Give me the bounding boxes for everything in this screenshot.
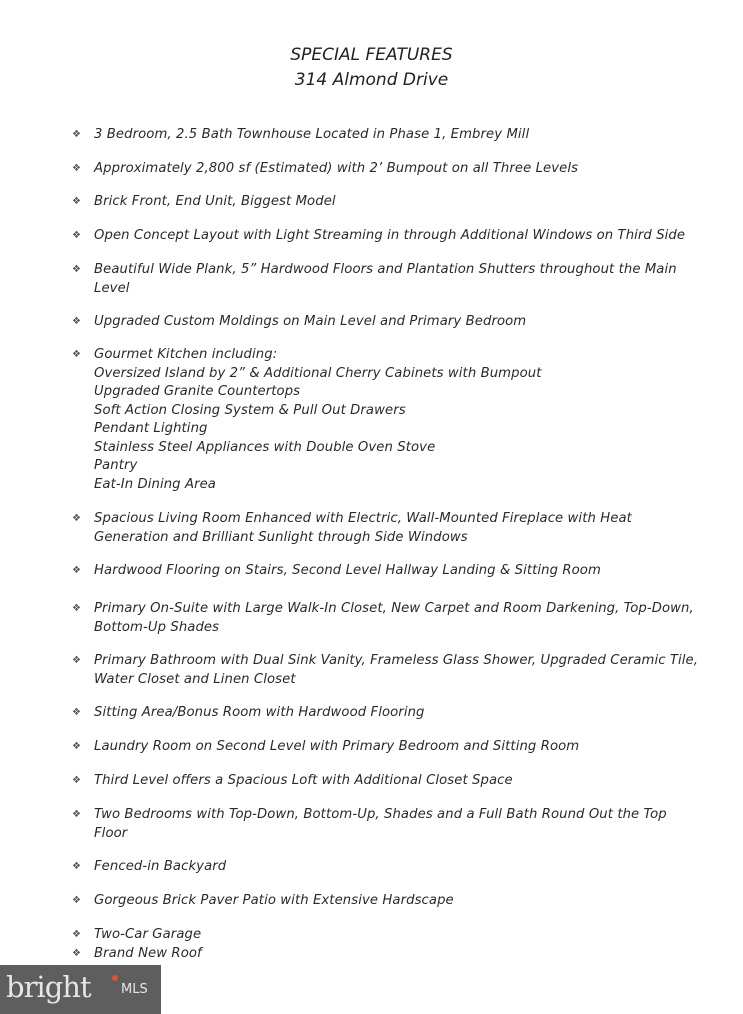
feature-text: Pantry (94, 458, 138, 473)
feature-text: Pendant Lighting (94, 421, 208, 436)
logo-suffix: MLS (121, 982, 148, 997)
feature-text: Third Level offers a Spacious Loft with Additional Closet Space (94, 773, 513, 788)
bullet-icon: ❖ (72, 775, 81, 786)
bullet-icon: ❖ (72, 929, 81, 940)
feature-text: Laundry Room on Second Level with Primary Bedroom and Sitting Room (94, 739, 580, 754)
bullet-icon: ❖ (72, 741, 81, 752)
feature-text: Beautiful Wide Plank, 5” Hardwood Floors and Plantation Shutters throughout the Main (94, 262, 677, 277)
bullet-icon: ❖ (72, 565, 81, 576)
feature-text: Stainless Steel Appliances with Double Oven Stove (94, 439, 436, 455)
bullet-icon: ❖ (72, 895, 81, 906)
feature-text: Gorgeous Brick Paver Patio with Extensive Hardscape (94, 893, 454, 908)
feature-text: Sitting Area/Bonus Room with Hardwood Flooring (94, 705, 425, 720)
page-subtitle: 314 Almond Drive (294, 70, 449, 90)
feature-text: Open Concept Layout with Light Streaming in through Additional Windows on Third Side (94, 228, 686, 243)
feature-text: Eat-In Dining Area (94, 476, 216, 492)
feature-text: Bottom-Up Shades (94, 619, 220, 635)
feature-text: Brick Front, End Unit, Biggest Model (94, 194, 336, 209)
feature-text: Level (94, 280, 130, 296)
feature-text: Primary On-Suite with Large Walk-In Closet, New Carpet and Room Darkening, Top-Down, (94, 601, 694, 616)
feature-text: Primary Bathroom with Dual Sink Vanity, Frameless Glass Shower, Upgraded Ceramic Tile, (94, 653, 699, 668)
bullet-icon: ❖ (72, 603, 81, 614)
bullet-icon: ❖ (72, 861, 81, 872)
feature-text: Hardwood Flooring on Stairs, Second Level Hallway Landing & Sitting Room (94, 563, 601, 578)
logo-accent-icon (112, 975, 118, 981)
bullet-icon: ❖ (72, 196, 81, 207)
logo-wordmark: bright (6, 970, 91, 1004)
bullet-icon: ❖ (72, 655, 81, 666)
page-title: SPECIAL FEATURES (290, 45, 453, 65)
bullet-icon: ❖ (72, 809, 81, 820)
bullet-icon: ❖ (72, 707, 81, 718)
feature-text: Two Bedrooms with Top-Down, Bottom-Up, Shades and a Full Bath Round Out the Top (94, 807, 667, 822)
feature-text: Two-Car Garage (94, 927, 202, 942)
feature-text: Upgraded Custom Moldings on Main Level and Primary Bedroom (94, 314, 527, 329)
feature-text: Spacious Living Room Enhanced with Electric, Wall-Mounted Fireplace with Heat (94, 511, 632, 526)
bullet-icon: ❖ (72, 129, 81, 140)
feature-text: Approximately 2,800 sf (Estimated) with 2’ Bumpout on all Three Levels (94, 161, 579, 176)
feature-text: Upgraded Granite Countertops (94, 384, 301, 399)
bullet-icon: ❖ (72, 163, 81, 174)
feature-text: Brand New Roof (94, 946, 202, 961)
bright-mls-logo (0, 965, 161, 1014)
feature-text: Fenced-in Backyard (94, 859, 227, 874)
feature-text: 3 Bedroom, 2.5 Bath Townhouse Located in Phase 1, Embrey Mill (94, 127, 530, 142)
feature-text: Floor (94, 825, 128, 841)
feature-text: Oversized Island by 2” & Additional Cherry Cabinets with Bumpout (94, 365, 542, 381)
bullet-icon: ❖ (72, 316, 81, 327)
feature-text: Generation and Brilliant Sunlight through Side Windows (94, 529, 468, 545)
bullet-icon: ❖ (72, 948, 81, 959)
feature-text: Soft Action Closing System & Pull Out Drawers (94, 402, 406, 418)
feature-text: Gourmet Kitchen including: (94, 347, 278, 362)
bullet-icon: ❖ (72, 513, 81, 524)
bullet-icon: ❖ (72, 349, 81, 360)
feature-text: Water Closet and Linen Closet (94, 671, 296, 687)
bullet-icon: ❖ (72, 264, 81, 275)
bullet-icon: ❖ (72, 230, 81, 241)
